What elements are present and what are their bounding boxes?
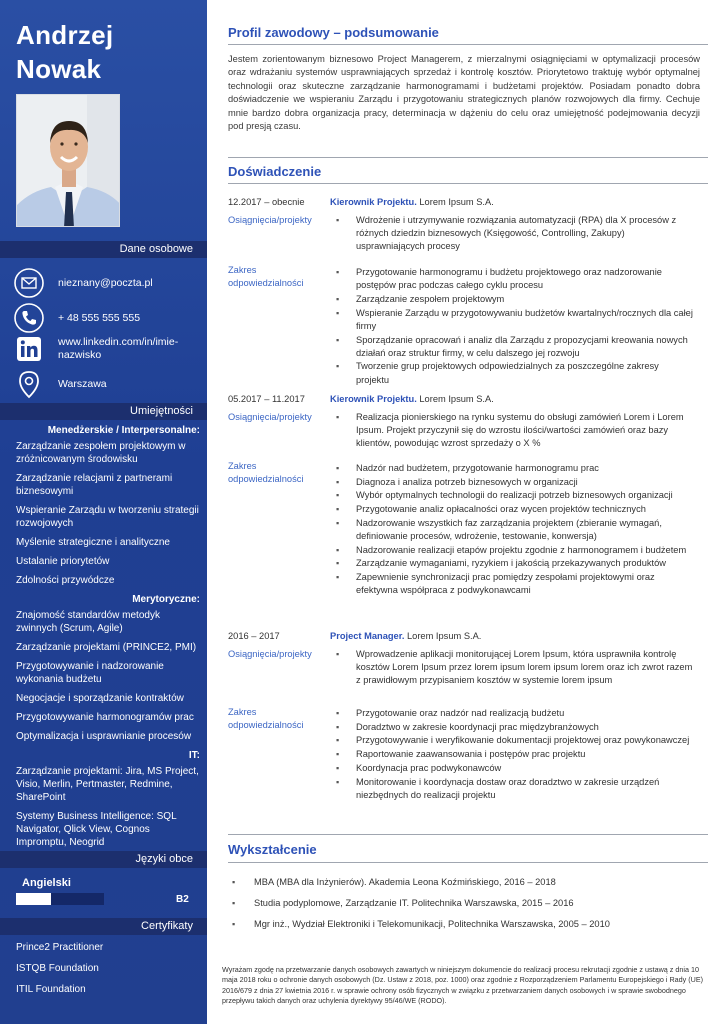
skill-item: Znajomość standardów metodyk zwinnych (Scrum, Agile)	[16, 610, 160, 634]
scope-list	[336, 707, 694, 802]
last-name: Nowak	[16, 54, 102, 84]
skills-section-bar: Umiejętności	[0, 403, 207, 420]
job-role: Project Manager.	[330, 631, 405, 641]
list-item: ▪ Monitorowanie i koordynacja dostaw oraz doradztwo w zakresie urządzeń niezbędnych do realizacji projektu	[336, 776, 694, 802]
skill-item: Przygotowywanie i nadzorowanie wykonania budżetu	[16, 661, 164, 685]
list-item: ▪ Raportowanie zaawansowania i postępów prac projektu	[336, 748, 694, 761]
scope-label-line-2: odpowiedzialności	[228, 720, 304, 730]
linkedin-line-2: nazwisko	[58, 349, 102, 361]
job-title	[330, 394, 494, 404]
skill-item: Zarządzanie zespołem projektowym w zróżnicowanym środowisku	[16, 441, 186, 465]
skills-list	[16, 424, 200, 874]
email-text: nieznany@poczta.pl	[58, 276, 153, 289]
education-divider-top	[228, 834, 708, 835]
list-item: ▪ Koordynacja prac podwykonawców	[336, 762, 694, 775]
phone-icon	[14, 303, 44, 333]
list-item: ▪ Przygotowywanie i weryfikowanie dokumentacji projektowej oraz powykonawczej	[336, 734, 694, 747]
skill-item: Zdolności przywódcze	[16, 575, 115, 586]
skill-item: Systemy Business Intelligence: SQL Navigator, Qlick View, Cognos Impromptu, Neogrid	[16, 811, 177, 848]
skill-item: Negocjacje i sporządzanie kontraktów	[16, 693, 184, 704]
it-skills-heading: IT:	[188, 750, 200, 761]
list-item: ▪ Wprowadzenie aplikacji monitorującej Lorem Ipsum, która usprawniła kontrolę kosztów Lorem Ipsum przez lorem ipsum lorem ipsum lorem oraz ich zwrot razem z prawidłowym przypisaniem kosztów w systemie lorem ipsum	[336, 648, 694, 688]
skill-item: Przygotowywanie harmonogramów prac	[16, 712, 194, 723]
phone-text: + 48 555 555 555	[58, 311, 141, 324]
list-item: ▪ Mgr inż., Wydział Elektroniki i Telekomunikacji, Politechnika Warszawska, 2005 – 2010	[232, 919, 702, 940]
list-item: ▪ Zarządzanie wymaganiami, ryzykiem i jakością przekazywanych produktów	[336, 557, 694, 570]
contact-phone[interactable]	[14, 303, 140, 333]
list-item: ▪ Diagnoza i analiza potrzeb biznesowych w organizacji	[336, 476, 694, 489]
achievements-label: Osiągnięcia/projekty	[228, 649, 312, 659]
job-company: Lorem Ipsum S.A.	[416, 394, 494, 404]
scope-label-line-1: Zakres	[228, 461, 257, 471]
job-role: Kierownik Projektu.	[330, 394, 417, 404]
gdpr-consent: Wyrażam zgodę na przetwarzanie danych osobowych zawartych w niniejszym dokumencie do realizacji procesu rekrutacji zgodnie z ustawą z dnia 10 maja 2018 roku o ochronie danych osobowych (Dz. Ustaw z 2018, poz. 1000) oraz zgodnie z Rozporządzeniem Parlamentu Europejskiego i Rady (UE) 2016/679 z dnia 27 kwietnia 2016 r. w sprawie ochrony osób fizycznych w związku z przetwarzaniem danych osobowych i w sprawie swobodnego przepływu takich danych oraz uchylenia dyrektywy 95/46/WE (RODO).	[222, 965, 704, 1006]
linkedin-icon	[14, 334, 44, 364]
hard-skills-heading: Merytoryczne:	[132, 594, 200, 605]
experience-divider	[228, 183, 708, 184]
job-dates: 05.2017 – 11.2017	[228, 394, 305, 404]
skill-item: Zarządzanie projektami (PRINCE2, PMI)	[16, 642, 197, 653]
job-dates: 2016 – 2017	[228, 631, 280, 641]
education-heading: Wykształcenie	[228, 842, 317, 857]
profile-heading: Profil zawodowy – podsumowanie	[228, 25, 439, 40]
list-item: ▪ Doradztwo w zakresie koordynacji prac międzybranżowych	[336, 721, 694, 734]
certificate-item: Prince2 Practitioner	[16, 942, 104, 953]
list-item: ▪ Wdrożenie i utrzymywanie rozwiązania automatyzacji (RPA) dla X procesów z różnych dziedzin biznesowych (Księgowość, Controlling, Zakupy) usprawniających procesy	[336, 214, 694, 254]
skill-item: Wspieranie Zarządu w tworzeniu strategii rozwojowych	[16, 505, 199, 529]
list-item: ▪ Nadzór nad budżetem, przygotowanie harmonogramu prac	[336, 462, 694, 475]
job-dates: 12.2017 – obecnie	[228, 197, 305, 207]
language-level: B2	[176, 894, 189, 905]
linkedin-line-1: www.linkedin.com/in/imie-	[58, 336, 179, 348]
experience-divider-top	[228, 157, 708, 158]
location-pin-icon	[14, 369, 44, 399]
language-level-fill	[16, 893, 51, 905]
job-title	[330, 197, 494, 207]
scope-label-line-1: Zakres	[228, 265, 257, 275]
first-name: Andrzej	[16, 20, 114, 50]
skill-item: Myślenie strategiczne i analityczne	[16, 537, 170, 548]
profile-divider	[228, 44, 708, 45]
skill-item: Zarządzanie relacjami z partnerami biznesowymi	[16, 473, 173, 497]
skill-item: Zarządzanie projektami: Jira, MS Project, Visio, Merlin, Pertmaster, Redmine, SharePoint	[16, 766, 199, 803]
scope-list	[336, 462, 694, 598]
achievements-list	[336, 411, 694, 451]
list-item: ▪ Studia podyplomowe, Zarządzanie IT. Politechnika Warszawska, 2015 – 2016	[232, 898, 702, 919]
education-list	[232, 877, 702, 940]
list-item: ▪ Zarządzanie zespołem projektowym	[336, 293, 694, 306]
list-item: ▪ Wspieranie Zarządu w przygotowywaniu budżetów kwartalnych/rocznych dla całej firmy	[336, 307, 694, 333]
scope-label	[228, 706, 328, 732]
list-item: ▪ Tworzenie grup projektowych odpowiedzialnych za poszczególne zakresy projektu	[336, 360, 694, 386]
profile-photo	[16, 94, 120, 227]
scope-label-line-2: odpowiedzialności	[228, 474, 304, 484]
list-item: ▪ Nadzorowanie wszystkich faz zarządzania projektem (zbieranie wymagań, definiowanie procesów, wdrożenie, testowanie, konwersja)	[336, 517, 694, 543]
certificate-item: ISTQB Foundation	[16, 963, 99, 974]
skill-item: Ustalanie priorytetów	[16, 556, 110, 567]
achievements-list	[336, 648, 694, 688]
linkedin-text	[58, 336, 178, 362]
job-company: Lorem Ipsum S.A.	[416, 197, 494, 207]
sidebar	[0, 0, 207, 1024]
achievements-label: Osiągnięcia/projekty	[228, 412, 312, 422]
list-item: ▪ Przygotowanie analiz opłacalności oraz wycen projektów technicznych	[336, 503, 694, 516]
certificates-section-bar: Certyfikaty	[0, 918, 207, 935]
achievements-label: Osiągnięcia/projekty	[228, 215, 312, 225]
list-item: ▪ Przygotowanie oraz nadzór nad realizacją budżetu	[336, 707, 694, 720]
list-item: ▪ Wybór optymalnych technologii do realizacji potrzeb biznesowych organizacji	[336, 489, 694, 502]
scope-list	[336, 266, 694, 387]
language-name: Angielski	[22, 877, 71, 889]
list-item: ▪ Realizacja pionierskiego na rynku systemu do obsługi zamówień Lorem i Lorem Ipsum. Projekt przyczynił się do wzrostu ilości/wartości zamówień oraz bazy klientów, powodując wzrost sprzedaży o X %	[336, 411, 694, 451]
contact-email[interactable]	[14, 268, 153, 298]
education-divider	[228, 862, 708, 863]
candidate-name	[16, 18, 113, 86]
list-item: ▪ Nadzorowanie realizacji etapów projektu zgodnie z harmonogramem i budżetem	[336, 544, 694, 557]
scope-label-line-1: Zakres	[228, 707, 257, 717]
location-text: Warszawa	[58, 377, 107, 390]
list-item: ▪ Przygotowanie harmonogramu i budżetu projektowego oraz nadzorowanie postępów prac podczas całego cyklu procesu	[336, 266, 694, 292]
languages-section-bar: Języki obce	[0, 851, 207, 868]
skill-item: Optymalizacja i usprawnianie procesów	[16, 731, 192, 742]
job-title	[330, 631, 481, 641]
list-item: ▪ Zapewnienie synchronizacji prac pomiędzy zespołami projektowymi oraz efektywna współpraca z podwykonawcami	[336, 571, 694, 597]
scope-label	[228, 460, 328, 486]
achievements-list	[336, 214, 694, 254]
language-level-bar	[16, 893, 104, 905]
contact-section-bar: Dane osobowe	[0, 241, 207, 258]
list-item: ▪ Sporządzanie opracowań i analiz dla Zarządu z propozycjami kreowania nowych działań oraz struktur firmy, w celu dalszego jej rozwoju	[336, 334, 694, 360]
certificate-item: ITIL Foundation	[16, 984, 86, 995]
envelope-icon	[14, 268, 44, 298]
scope-label-line-2: odpowiedzialności	[228, 278, 304, 288]
scope-label	[228, 264, 328, 290]
experience-heading: Doświadczenie	[228, 164, 322, 179]
contact-location	[14, 369, 107, 399]
list-item: ▪ MBA (MBA dla Inżynierów). Akademia Leona Koźmińskiego, 2016 – 2018	[232, 877, 702, 898]
soft-skills-heading: Menedżerskie / Interpersonalne:	[47, 425, 200, 436]
job-company: Lorem Ipsum S.A.	[404, 631, 482, 641]
contact-linkedin[interactable]	[14, 334, 178, 364]
profile-summary: Jestem zorientowanym biznesowo Project Managerem, z mierzalnymi osiągnięciami w optymalizacji procesów oraz wdrażaniu systemów usprawniających sprzedaż i kontrolę kosztów. Priorytetowo traktuję wybór optymalnej technologii oraz skuteczne zarządzanie harmonogramami i budżetami projektów. Posiadam ponadto dobra doświadczenie we wspieraniu Zarządu i przygotowaniu strategicznych planów rozwojowych dla firmy. Cechuje mnie bardzo dobra organizacja pracy, determinacja w dążeniu do celu oraz umiejętność podejmowania decyzji pod presją czasu.	[228, 54, 700, 132]
job-role: Kierownik Projektu.	[330, 197, 417, 207]
